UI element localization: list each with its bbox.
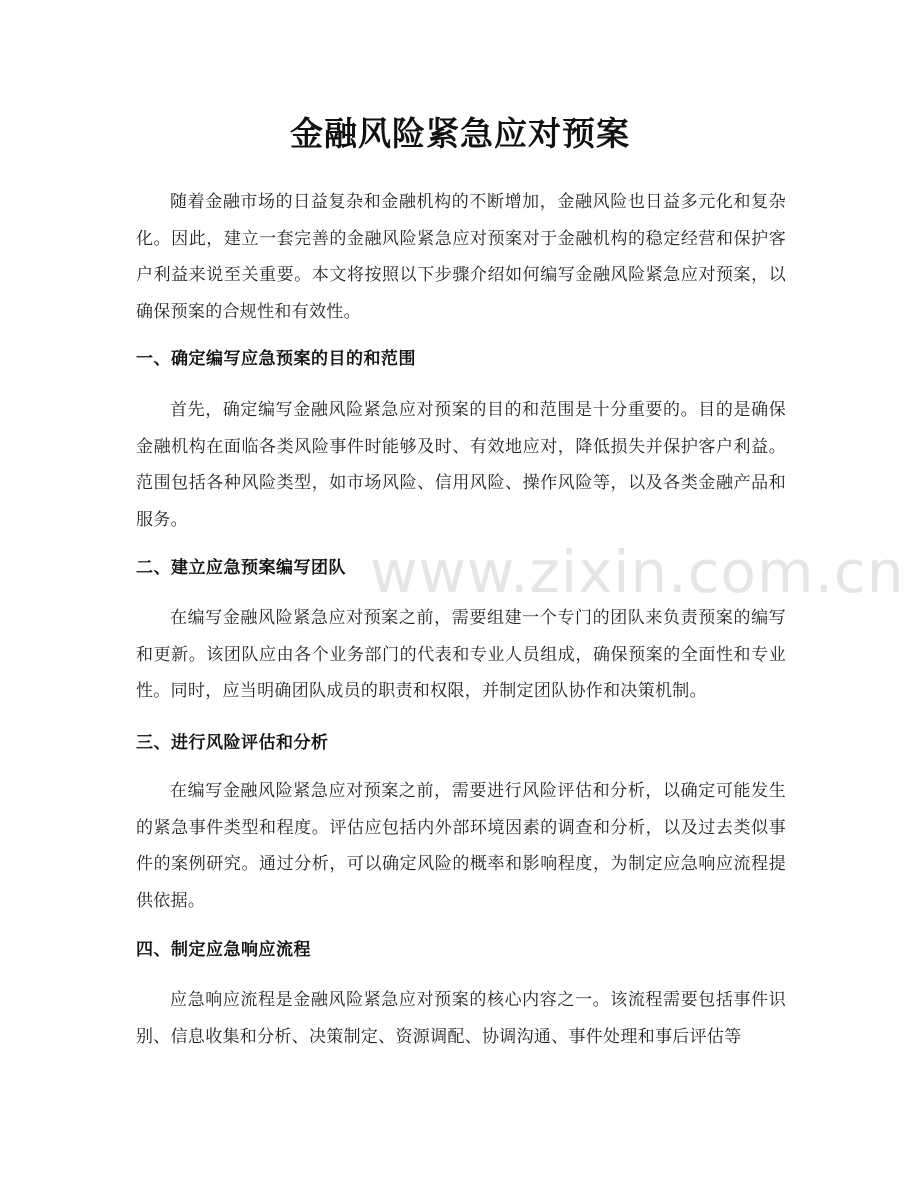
section-body-4: 应急响应流程是金融风险紧急应对预案的核心内容之一。该流程需要包括事件识别、信息收集和分析、决策制定、资源调配、协调沟通、事件处理和事后评估等 xyxy=(136,990,786,1047)
section-body-3: 在编写金融风险紧急应对预案之前，需要进行风险评估和分析，以确定可能发生的紧急事件类型和程度。评估应包括内外部环境因素的调查和分析，以及过去类似事件的案例研究。通过分析，可以确定风险的概率和影响程度，为制定应急响应流程提供依据。 xyxy=(136,781,786,911)
intro-paragraph: 随着金融市场的日益复杂和金融机构的不断增加，金融风险也日益多元化和复杂化。因此，建立一套完善的金融风险紧急应对预案对于金融机构的稳定经营和保护客户利益来说至关重要。本文将按照以下步骤介绍如何编写金融风险紧急应对预案，以确保预案的合规性和有效性。 xyxy=(136,192,786,322)
section-heading-2: 二、建立应急预案编写团队 xyxy=(136,558,346,578)
section-heading-3: 三、进行风险评估和分析 xyxy=(136,733,329,753)
section-body-1: 首先，确定编写金融风险紧急应对预案的目的和范围是十分重要的。目的是确保金融机构在面临各类风险事件时能够及时、有效地应对，降低损失并保护客户利益。范围包括各种风险类型，如市场风险、信用风险、操作风险等，以及各类金融产品和服务。 xyxy=(136,400,786,530)
section-body-2: 在编写金融风险紧急应对预案之前，需要组建一个专门的团队来负责预案的编写和更新。该团队应由各个业务部门的代表和专业人员组成，确保预案的全面性和专业性。同时，应当明确团队成员的职责和权限，并制定团队协作和决策机制。 xyxy=(136,608,786,701)
document-title: 金融风险紧急应对预案 xyxy=(290,114,630,153)
watermark-text: www.zixin.com.cn xyxy=(370,538,905,606)
section-heading-1: 一、确定编写应急预案的目的和范围 xyxy=(136,349,416,369)
section-heading-4: 四、制定应急响应流程 xyxy=(136,940,311,960)
